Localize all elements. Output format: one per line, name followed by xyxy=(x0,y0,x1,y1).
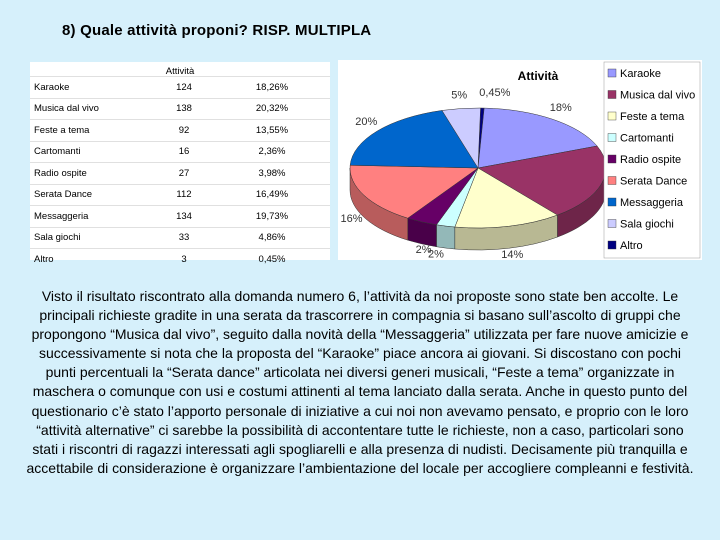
row-percent: 3,98% xyxy=(214,163,330,185)
row-count: 112 xyxy=(154,184,214,206)
row-percent: 18,26% xyxy=(214,77,330,99)
legend-swatch xyxy=(608,112,616,120)
legend-label: Sala giochi xyxy=(620,218,674,231)
legend-label: Cartomanti xyxy=(620,132,674,145)
row-count: 33 xyxy=(154,227,214,249)
pie-slice-side xyxy=(436,225,454,249)
data-label: 2% xyxy=(415,243,432,256)
legend-swatch xyxy=(608,177,616,185)
data-label: 18% xyxy=(549,102,572,115)
legend-label: Serata Dance xyxy=(620,175,688,188)
data-label: 0,45% xyxy=(479,87,511,100)
table-row xyxy=(30,184,330,206)
row-count: 16 xyxy=(154,141,214,163)
page-title: 8) Quale attività proponi? RISP. MULTIPLA xyxy=(62,22,372,39)
legend-label: Messaggeria xyxy=(620,197,683,209)
table-caption: Attività xyxy=(165,66,195,77)
table-row xyxy=(30,249,330,270)
table-row xyxy=(30,206,330,228)
table-row xyxy=(30,98,330,120)
row-label: Sala giochi xyxy=(30,227,154,249)
row-label: Altro xyxy=(30,249,154,270)
row-label: Musica dal vivo xyxy=(30,98,154,120)
data-label: 20% xyxy=(355,115,378,128)
legend-swatch xyxy=(608,69,616,77)
row-percent: 19,73% xyxy=(214,206,330,228)
row-count: 27 xyxy=(154,163,214,185)
row-label: Cartomanti xyxy=(30,141,154,163)
row-percent: 13,55% xyxy=(214,120,330,142)
row-count: 92 xyxy=(154,120,214,142)
legend-swatch xyxy=(608,134,616,142)
row-count: 124 xyxy=(154,77,214,99)
row-percent: 16,49% xyxy=(214,184,330,206)
row-label: Serata Dance xyxy=(30,184,154,206)
data-label: 2% xyxy=(428,248,444,260)
pie-chart-svg xyxy=(338,60,702,260)
data-label: 14% xyxy=(501,248,524,260)
pie-chart xyxy=(338,60,702,260)
row-count: 138 xyxy=(154,98,214,120)
row-label: Messaggeria xyxy=(30,206,154,228)
legend-swatch xyxy=(608,241,616,249)
data-label: 5% xyxy=(451,89,468,102)
table-row xyxy=(30,141,330,163)
legend-label: Altro xyxy=(620,240,643,252)
legend-swatch xyxy=(608,220,616,228)
row-percent: 20,32% xyxy=(214,98,330,120)
legend-label: Musica dal vivo xyxy=(620,89,696,102)
description-paragraph: Visto il risultato riscontrato alla domanda numero 6, l’attività da noi proposte sono state ben accolte. Le principali richieste gradite in una serata da trascorrere in compagnia si basano sull’ascolto di gruppi che propongono “Musica dal vivo”, seguito dalla novità della “Messaggeria” utilizzata per fare nuove amicizie e successivamente si nota che la proposta del “Karaoke” piace ancora ai giovani. Si discostano con pochi punti percentuali la “Serata dance” articolata nei diversi generi musicali, “Feste a tema” organizzate in maschera o comunque con usi e costumi attinenti al tema lanciato dalla serata. Anche in questo punto del questionario c’è stato l’apporto personale di iniziative a cui noi non avevamo pensato, e proprio con le loro “attività alternative” ci sarebbe la possibilità di accontentare tutte le richieste, non a caso, particolari sono stati i riscontri di ragazzi interessati agli spogliarelli e alla presenza di nudisti. Decisamente più tranquilla e accettabile di considerazione è organizzare l’ambientazione del locale per accogliere compleanni e festività. xyxy=(26,288,694,476)
table-row xyxy=(30,227,330,249)
chart-title: Attività xyxy=(517,69,559,83)
legend-label: Karaoke xyxy=(620,68,661,80)
row-count: 134 xyxy=(154,206,214,228)
legend-swatch xyxy=(608,155,616,163)
row-percent: 2,36% xyxy=(214,141,330,163)
table-row xyxy=(30,120,330,142)
row-count: 3 xyxy=(154,249,214,270)
legend-label: Feste a tema xyxy=(620,111,685,123)
legend-swatch xyxy=(608,198,616,206)
data-table xyxy=(30,62,330,265)
table-row xyxy=(30,163,330,185)
row-label: Karaoke xyxy=(30,77,154,99)
legend-label: Radio ospite xyxy=(620,154,682,166)
legend-swatch xyxy=(608,91,616,99)
row-label: Radio ospite xyxy=(30,163,154,185)
data-label: 16% xyxy=(340,212,363,225)
table-row xyxy=(30,77,330,99)
row-percent: 0,45% xyxy=(214,249,330,270)
row-label: Feste a tema xyxy=(30,120,154,142)
activity-table xyxy=(30,76,330,270)
row-percent: 4,86% xyxy=(214,227,330,249)
